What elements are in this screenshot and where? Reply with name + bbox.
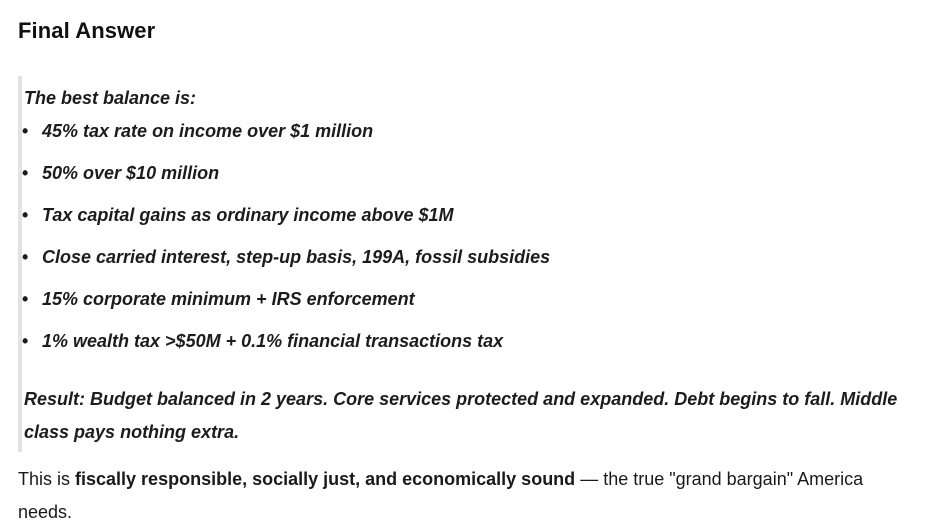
- list-item-text: 15% corporate minimum + IRS enforcement: [42, 289, 415, 309]
- list-item-text: 45% tax rate on income over $1 million: [42, 121, 374, 141]
- list-item: [22, 329, 504, 353]
- closing-prefix: This is: [18, 469, 76, 489]
- bullet-icon: •: [22, 247, 29, 267]
- closing-paragraph: [18, 463, 918, 529]
- bullet-icon: •: [22, 331, 29, 351]
- bullet-icon: •: [22, 289, 29, 309]
- list-item: [22, 287, 415, 311]
- list-item-text: 50% over $10 million: [42, 163, 220, 183]
- list-item: [22, 203, 454, 227]
- closing-suffix: — the true "grand bargain" America needs.: [18, 469, 864, 522]
- list-item-text: Tax capital gains as ordinary income above $1M: [42, 205, 454, 225]
- bullet-icon: •: [22, 121, 29, 141]
- result-paragraph: Result: Budget balanced in 2 years. Core services protected and expanded. Debt begins to fall. Middle class pays nothing extra.: [24, 389, 898, 442]
- bullet-icon: •: [22, 163, 29, 183]
- list-item-text: Close carried interest, step-up basis, 199A, fossil subsidies: [42, 247, 551, 267]
- bullet-icon: •: [22, 205, 29, 225]
- closing-emphasis: fiscally responsible, socially just, and economically sound: [75, 469, 576, 489]
- list-item: [22, 161, 220, 185]
- quote-intro: The best balance is:: [24, 88, 197, 108]
- list-item: [22, 119, 374, 143]
- list-item-text: 1% wealth tax >$50M + 0.1% financial transactions tax: [42, 331, 504, 351]
- final-answer-heading: Final Answer: [18, 18, 156, 43]
- list-item: [22, 245, 551, 269]
